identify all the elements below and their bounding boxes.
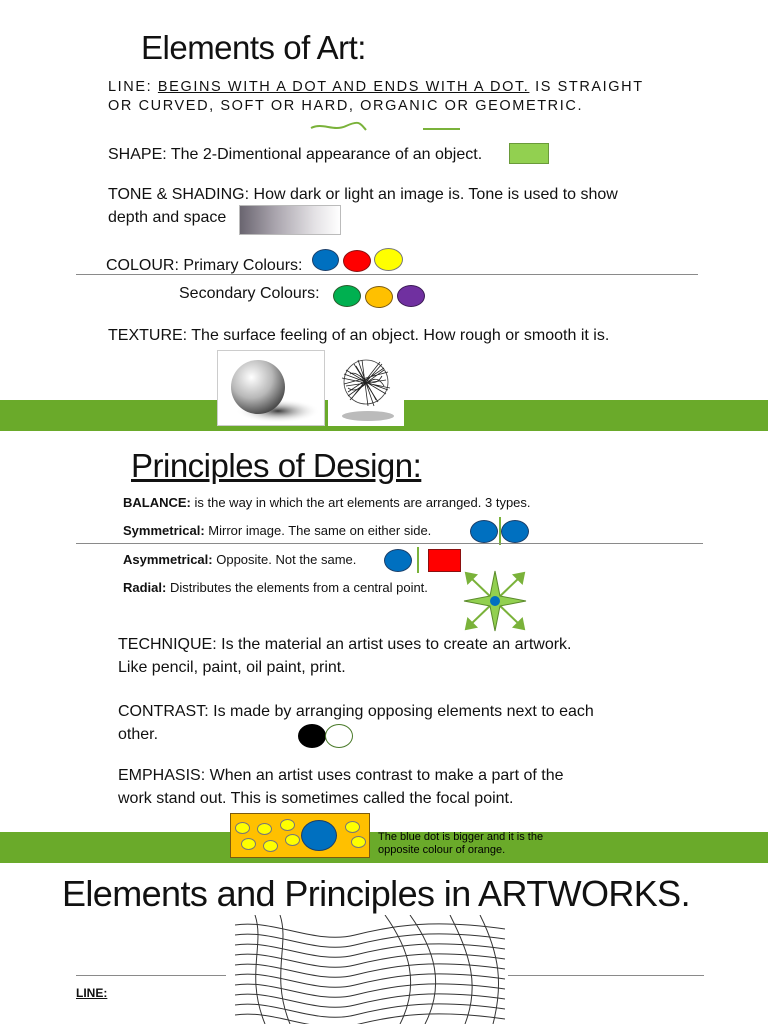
line-examples xyxy=(308,118,468,138)
scribble-texture-image xyxy=(328,350,404,426)
shape-label: SHAPE: xyxy=(108,146,167,163)
blue-circle xyxy=(312,249,339,271)
green-rectangle xyxy=(509,143,549,164)
radial-label: Radial: xyxy=(123,580,167,595)
emphasis-label: EMPHASIS: xyxy=(118,767,206,784)
orange-circle xyxy=(365,286,393,308)
texture-definition xyxy=(108,324,609,347)
small-yellow-dot xyxy=(345,821,360,833)
emphasis-caption xyxy=(378,831,543,857)
small-yellow-dot xyxy=(285,834,300,846)
red-square xyxy=(428,549,461,572)
technique-definition xyxy=(118,633,572,679)
green-circle xyxy=(333,285,361,307)
asymmetrical-text: Opposite. Not the same. xyxy=(212,552,357,567)
purple-circle xyxy=(397,285,425,307)
texture-text: The surface feeling of an object. How rough or smooth it is. xyxy=(187,327,610,344)
tone-definition xyxy=(108,183,668,229)
balance-text: is the way in which the art elements are arranged. 3 types. xyxy=(190,495,531,510)
shape-text: The 2-Dimentional appearance of an object. xyxy=(166,146,483,163)
tone-gradient xyxy=(239,205,341,235)
asymmetrical-definition xyxy=(123,552,356,567)
tone-text: How dark or light an image is. Tone is used to show xyxy=(249,186,618,203)
red-circle xyxy=(343,250,371,272)
principles-title xyxy=(131,447,421,485)
caption-line-1: The blue dot is bigger and it is the xyxy=(378,831,544,843)
emphasis-orange-box xyxy=(230,813,370,858)
black-circle xyxy=(298,724,326,748)
white-circle xyxy=(325,724,353,748)
large-blue-dot xyxy=(301,820,337,851)
caption-line-2: opposite colour of orange. xyxy=(378,844,506,856)
symmetrical-text: Mirror image. The same on either side. xyxy=(204,523,432,538)
shape-definition xyxy=(108,143,482,166)
balance-definition xyxy=(123,495,531,510)
symmetry-axis-line xyxy=(499,517,501,545)
small-yellow-dot xyxy=(257,823,272,835)
divider xyxy=(76,543,703,544)
radial-text: Distributes the elements from a central point. xyxy=(166,580,428,595)
emphasis-definition xyxy=(118,764,564,810)
small-yellow-dot xyxy=(263,840,278,852)
asymmetry-axis-line xyxy=(417,547,419,573)
colour-definition xyxy=(106,254,302,277)
emphasis-text: When an artist uses contrast to make a part of the xyxy=(205,767,564,784)
tone-label: TONE & SHADING: xyxy=(108,186,250,203)
asymmetry-circle xyxy=(384,549,412,572)
asymmetrical-label: Asymmetrical: xyxy=(123,552,213,567)
tone-text-second: depth and space xyxy=(108,209,227,226)
line-definition xyxy=(108,78,644,116)
focal-point-text: focal point. xyxy=(436,790,514,807)
curved-line xyxy=(311,123,366,130)
contrast-label: CONTRAST: xyxy=(118,703,209,720)
elements-title: Elements of Art: xyxy=(141,29,366,66)
contrast-text: Is made by arranging opposing elements next to each xyxy=(208,703,594,720)
artworks-title: Elements and Principles in ARTWORKS. xyxy=(62,873,690,914)
contrast-text-second: other. xyxy=(118,726,159,743)
emphasis-text-second: work stand out. This is sometimes called the xyxy=(118,790,437,807)
radial-definition xyxy=(123,580,428,595)
yellow-circle xyxy=(374,248,403,271)
line-artwork-label: LINE: xyxy=(76,986,108,1000)
shaded-sphere-image xyxy=(217,350,325,426)
balance-label: BALANCE: xyxy=(123,495,191,510)
symmetry-right-circle xyxy=(501,520,529,543)
divider xyxy=(508,975,704,976)
small-yellow-dot xyxy=(241,838,256,850)
small-yellow-dot xyxy=(280,819,295,831)
texture-label: TEXTURE: xyxy=(108,327,188,344)
colour-label: COLOUR: xyxy=(106,257,179,274)
line-artwork-image xyxy=(235,915,505,1024)
symmetrical-definition xyxy=(123,523,431,538)
line-label: LINE: xyxy=(108,79,153,95)
technique-label: TECHNIQUE: xyxy=(118,636,217,653)
line-underlined-text: BEGINS WITH A DOT AND ENDS WITH A DOT. xyxy=(157,79,530,95)
symmetrical-label: Symmetrical: xyxy=(123,523,205,538)
contrast-definition xyxy=(118,700,594,746)
secondary-colours-label: Secondary Colours: xyxy=(179,285,320,302)
radial-star-icon xyxy=(462,569,528,633)
small-yellow-dot xyxy=(235,822,250,834)
small-yellow-dot xyxy=(351,836,366,848)
principles-title-text: Principles of Design: xyxy=(131,447,422,484)
technique-text: Is the material an artist uses to create an artwork. xyxy=(216,636,572,653)
symmetry-left-circle xyxy=(470,520,498,543)
line-text-second: OR CURVED, SOFT OR HARD, ORGANIC OR GEOMETRIC. xyxy=(108,98,584,114)
divider xyxy=(76,975,226,976)
technique-text-second: Like pencil, paint, oil paint, print. xyxy=(118,659,346,676)
primary-colours-label: Primary Colours: xyxy=(178,257,303,274)
line-text-rest: IS STRAIGHT xyxy=(529,79,644,95)
